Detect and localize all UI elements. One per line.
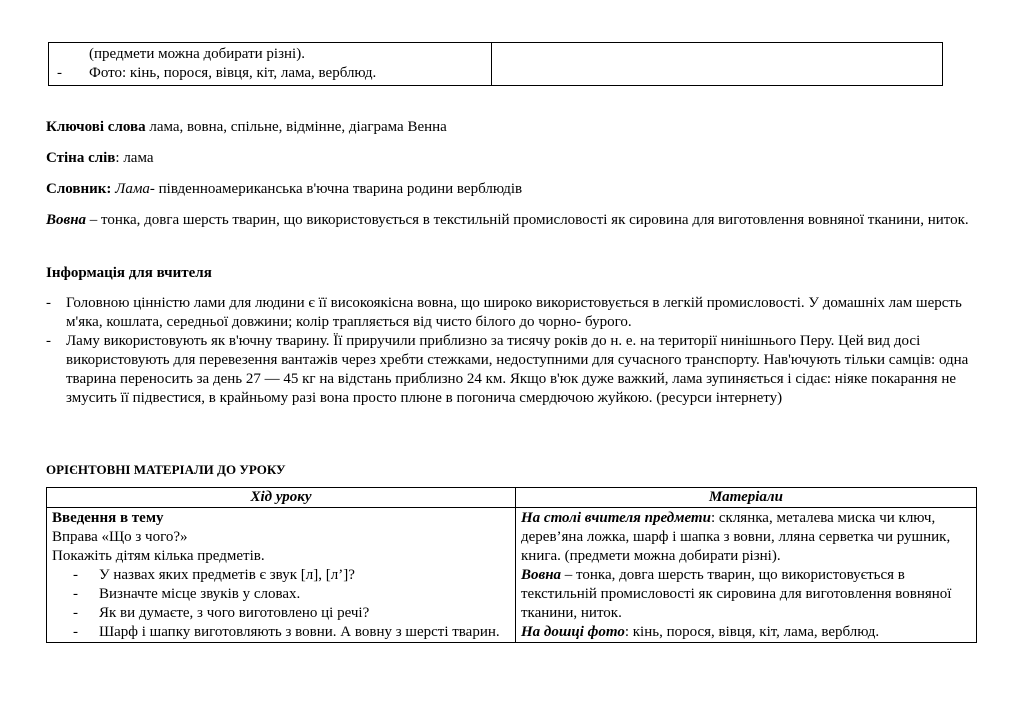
- question-item: - Як ви думаєте, з чого виготовлено ці речі?: [73, 605, 370, 621]
- question-item: - Визначте місце звуків у словах.: [73, 586, 301, 602]
- top-left-line: (предмети можна добирати різні).: [89, 46, 305, 62]
- question-item: - Шарф і шапку виготовляють з вовни. А вовну з шерсті тварин.: [73, 624, 500, 640]
- desk-items: На столі вчителя предмети: склянка, металева миска чи ключ, дерев’яна ложка, шарф і шапка з вовни, лляна серветка чи рушник, книга. (предмети можна добирати різні).: [521, 510, 951, 564]
- top-left-cell: [49, 43, 492, 86]
- top-continuation-table: [48, 42, 943, 86]
- intro-title: Введення в тему: [52, 510, 164, 526]
- teacher-info-title: Інформація для вчителя: [46, 265, 212, 281]
- col-header-materials: Матеріали: [516, 488, 977, 508]
- show-instruction: Покажіть дітям кілька предметів.: [52, 548, 265, 564]
- top-left-item: - Фото: кінь, порося, вівця, кіт, лама, верблюд.: [57, 65, 377, 81]
- lesson-table: [46, 487, 977, 643]
- teacher-info-item: - Головною цінністю лами для людини є її високоякісна вовна, що широко використовується в легкій промисловості. У домашніх лам шерсть м'яка, кошлата, середньої довжини; колір трапляється від чисто білого до чорно- бурого.: [46, 295, 962, 330]
- lesson-cell: [47, 508, 516, 643]
- glossary-line: Словник: Лама- південноамериканська в'ючна тварина родини верблюдів: [46, 181, 523, 197]
- board-photos: На дошці фото: кінь, порося, вівця, кіт, лама, верблюд.: [521, 624, 880, 640]
- teacher-info-item: - Ламу використовують як в'ючну тварину. Її приручили приблизно за тисячу років до н. е. на території нинішнього Перу. Цей вид досі використовують для перевезення вантажів через хребти стежками, недоступними для сучасного транспорту. Нав'ючують тільки самців: одна тварина переносить за день 27 — 45 кг на відстань приблизно 24 км. Якщо в'юк дуже важкий, лама зупиняється і сідає: ніяке покарання не змусить її підвестися, в крайньому разі вона просто плюне в погонича смердючою жуйкою. (ресурси інтернету): [46, 333, 969, 406]
- wool-definition: Вовна – тонка, довга шерсть тварин, що використовується в текстильній промисловості як сировина для виготовлення вовняної тканини, ниток.: [46, 212, 969, 228]
- wordwall-line: Стіна слів: лама: [46, 150, 154, 166]
- keywords-line: Ключові слова лама, вовна, спільне, відмінне, діаграма Венна: [46, 119, 447, 135]
- materials-cell: [516, 508, 977, 643]
- teacher-info-list: [46, 294, 986, 408]
- materials-heading: ОРІЄНТОВНІ МАТЕРІАЛИ ДО УРОКУ: [46, 462, 286, 477]
- wool-materials: Вовна – тонка, довга шерсть тварин, що використовується в текстильній промисловості як сировина для виготовлення вовняної тканини, ниток.: [521, 567, 952, 621]
- exercise-name: Вправа «Що з чого?»: [52, 529, 188, 545]
- question-item: - У назвах яких предметів є звук [л], [л’]?: [73, 567, 355, 583]
- top-right-cell: [492, 43, 943, 86]
- col-header-lesson: Хід уроку: [47, 488, 516, 508]
